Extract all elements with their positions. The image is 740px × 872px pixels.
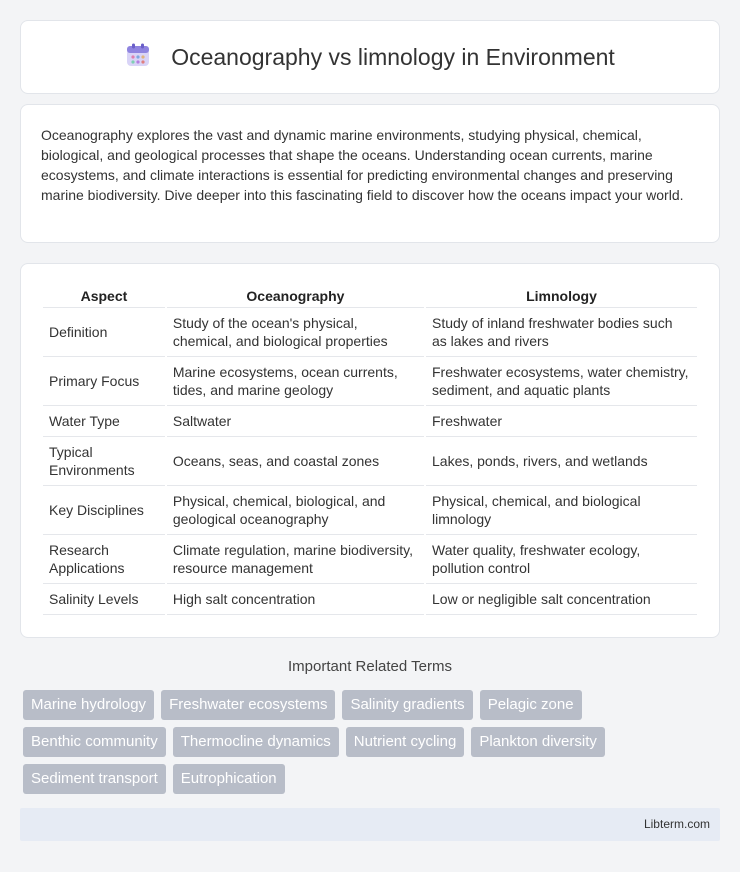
table-row <box>43 535 697 584</box>
table-row <box>43 486 697 535</box>
tag-plankton-diversity[interactable]: Plankton diversity <box>471 727 605 757</box>
table-header-row <box>43 284 697 308</box>
cell-aspect: Definition <box>43 308 165 357</box>
cell-oceanography: Climate regulation, marine biodiversity, resource management <box>167 535 424 584</box>
table-row <box>43 357 697 406</box>
comparison-card <box>20 263 720 638</box>
tag-marine-hydrology[interactable]: Marine hydrology <box>23 690 154 720</box>
tag-nutrient-cycling[interactable]: Nutrient cycling <box>346 727 465 757</box>
header-oceanography: Oceanography <box>167 284 424 308</box>
tag-benthic-community[interactable]: Benthic community <box>23 727 166 757</box>
header-limnology: Limnology <box>426 284 697 308</box>
cell-limnology: Lakes, ponds, rivers, and wetlands <box>426 437 697 486</box>
cell-aspect: Salinity Levels <box>43 584 165 615</box>
table-row <box>43 406 697 437</box>
cell-limnology: Freshwater ecosystems, water chemistry, sediment, and aquatic plants <box>426 357 697 406</box>
cell-limnology: Low or negligible salt concentration <box>426 584 697 615</box>
header-aspect: Aspect <box>43 284 165 308</box>
table-row <box>43 437 697 486</box>
cell-oceanography: Marine ecosystems, ocean currents, tides, and marine geology <box>167 357 424 406</box>
cell-oceanography: High salt concentration <box>167 584 424 615</box>
footer-site-link[interactable]: Libterm.com <box>643 817 710 831</box>
comparison-table <box>41 284 699 615</box>
header <box>125 42 615 73</box>
cell-oceanography: Physical, chemical, biological, and geological oceanography <box>167 486 424 535</box>
cell-oceanography: Saltwater <box>167 406 424 437</box>
table-row <box>43 584 697 615</box>
cell-limnology: Study of inland freshwater bodies such as lakes and rivers <box>426 308 697 357</box>
tag-thermocline-dynamics[interactable]: Thermocline dynamics <box>173 727 339 757</box>
intro-text: Oceanography explores the vast and dynamic marine environments, studying physical, chemical, biological, and geological processes that shape the oceans. Understanding ocean currents, marine ecosystems, and climate interactions is essential for predicting environmental changes and preserving marine biodiversity. Dive deeper into this fascinating field to discover how the oceans impact your world. <box>41 127 684 203</box>
related-terms-list <box>23 690 723 794</box>
table-row <box>43 308 697 357</box>
calendar-icon <box>125 42 151 73</box>
intro-card <box>20 104 720 243</box>
tag-pelagic-zone[interactable]: Pelagic zone <box>480 690 582 720</box>
cell-aspect: Water Type <box>43 406 165 437</box>
cell-oceanography: Study of the ocean's physical, chemical, and biological properties <box>167 308 424 357</box>
cell-limnology: Water quality, freshwater ecology, pollution control <box>426 535 697 584</box>
cell-oceanography: Oceans, seas, and coastal zones <box>167 437 424 486</box>
cell-aspect: Research Applications <box>43 535 165 584</box>
page-title: Oceanography vs limnology in Environment <box>171 43 615 70</box>
footer <box>20 808 720 841</box>
cell-aspect: Typical Environments <box>43 437 165 486</box>
cell-limnology: Physical, chemical, and biological limnology <box>426 486 697 535</box>
header-card <box>20 20 720 94</box>
tag-sediment-transport[interactable]: Sediment transport <box>23 764 166 794</box>
related-terms-title: Important Related Terms <box>288 658 452 675</box>
tag-eutrophication[interactable]: Eutrophication <box>173 764 285 794</box>
tag-freshwater-ecosystems[interactable]: Freshwater ecosystems <box>161 690 335 720</box>
cell-aspect: Primary Focus <box>43 357 165 406</box>
cell-aspect: Key Disciplines <box>43 486 165 535</box>
cell-limnology: Freshwater <box>426 406 697 437</box>
tag-salinity-gradients[interactable]: Salinity gradients <box>342 690 472 720</box>
